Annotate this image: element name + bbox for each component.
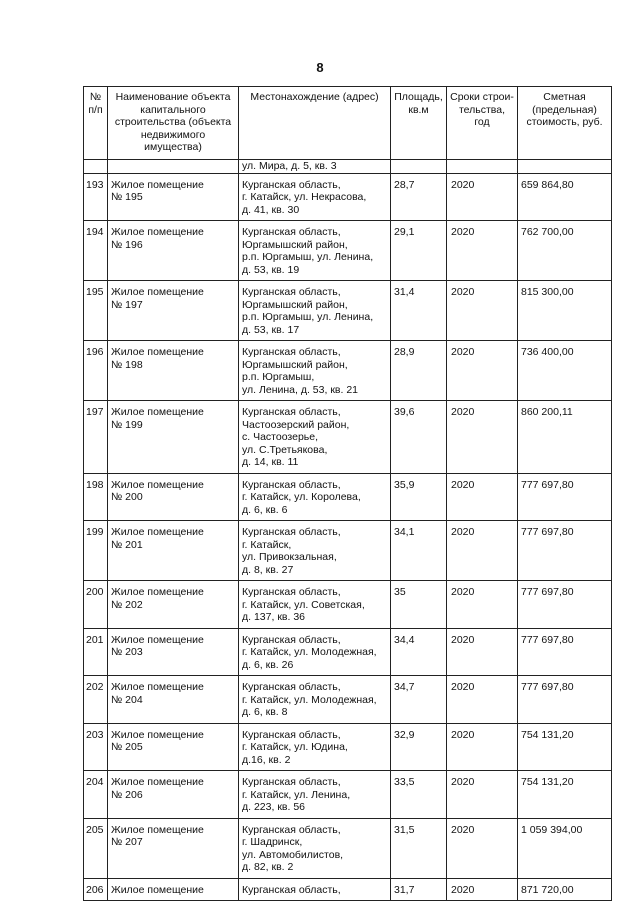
cell-name — [108, 723, 239, 771]
header-term — [447, 87, 518, 160]
cell-year: 2020 — [447, 771, 518, 819]
cell-year: 2020 — [447, 581, 518, 629]
cell-num: 203 — [84, 723, 108, 771]
cell-area — [391, 160, 447, 174]
cell-text-line: Жилое помещение — [111, 346, 204, 358]
cell-text-line: г. Катайск, ул. Королева, — [242, 491, 361, 503]
cell-name — [108, 818, 239, 878]
table-row — [84, 723, 612, 771]
cell-num: 194 — [84, 221, 108, 281]
continuation-row — [84, 160, 612, 174]
cell-address — [239, 473, 391, 521]
cell-name — [108, 581, 239, 629]
cell-text-line: г. Катайск, ул. Некрасова, — [242, 191, 367, 203]
table-row — [84, 521, 612, 581]
table-row — [84, 771, 612, 819]
table-header-row — [84, 87, 612, 160]
table-row — [84, 221, 612, 281]
cell-text-line: п/п — [88, 103, 103, 116]
cell-text-line: ул. Ленина, д. 53, кв. 21 — [242, 383, 359, 396]
cell-text-line: Жилое помещение — [111, 776, 204, 788]
cell-text-line: г. Катайск, ул. Ленина, — [242, 788, 351, 801]
cell-text-line: г. Шадринск, — [242, 836, 303, 848]
cell-text-line: капитального — [140, 103, 206, 116]
cell-text-line: Сроки строи- — [450, 91, 514, 103]
cell-address — [239, 401, 391, 474]
cell-text-line: имущества) — [144, 141, 202, 153]
table-row — [84, 401, 612, 474]
cell-text-line: № 206 — [111, 788, 143, 801]
table-row — [84, 581, 612, 629]
cell-text-line: ул. Привокзальная, — [242, 551, 337, 563]
cell-text-line: № 202 — [111, 598, 143, 611]
cell-name — [108, 341, 239, 401]
cell-name — [108, 771, 239, 819]
cell-text-line: Жилое помещение — [111, 883, 204, 896]
cell-cost — [518, 160, 612, 174]
cell-num: 193 — [84, 173, 108, 221]
cell-area: 31,4 — [391, 281, 447, 341]
cell-name — [108, 281, 239, 341]
cell-text-line: Местонахождение (адрес) — [250, 91, 379, 103]
cell-text-line: Курганская область, — [242, 776, 341, 788]
cell-text-line: № 200 — [111, 491, 143, 503]
cell-text-line: Жилое помещение — [111, 728, 204, 741]
cell-text-line: Курганская область, — [242, 406, 341, 418]
cell-address — [239, 676, 391, 724]
cell-text-line: д. 137, кв. 36 — [242, 611, 305, 623]
cell-cost: 754 131,20 — [518, 723, 612, 771]
cell-cost: 777 697,80 — [518, 581, 612, 629]
cell-cost: 860 200,11 — [518, 401, 612, 474]
cell-name — [108, 521, 239, 581]
cell-text-line: Жилое помещение — [111, 406, 204, 418]
cell-cost: 815 300,00 — [518, 281, 612, 341]
cell-num: 202 — [84, 676, 108, 724]
cell-text-line: ул. Мира, д. 5, кв. 3 — [242, 160, 337, 172]
cell-text-line: с. Частоозерье, — [242, 431, 319, 443]
cell-text-line: № 204 — [111, 693, 143, 706]
cell-text-line: Жилое помещение — [111, 286, 204, 298]
cell-year: 2020 — [447, 401, 518, 474]
cell-address — [239, 341, 391, 401]
cell-area: 32,9 — [391, 723, 447, 771]
cell-text-line: Курганская область, — [242, 586, 341, 598]
table-row — [84, 281, 612, 341]
cell-address — [239, 281, 391, 341]
cell-text-line: Юргамышский район, — [242, 298, 348, 311]
table-row — [84, 173, 612, 221]
table-row — [84, 878, 612, 901]
cell-area: 31,5 — [391, 818, 447, 878]
cell-address — [239, 818, 391, 878]
cell-address — [239, 521, 391, 581]
cell-area: 28,7 — [391, 173, 447, 221]
cell-text-line: Курганская область, — [242, 633, 341, 646]
cell-text-line: тельства, — [458, 103, 506, 116]
cell-text-line: Сметная — [543, 91, 586, 103]
cell-text-line: Курганская область, — [242, 178, 341, 191]
cell-text-line: д. 6, кв. 6 — [242, 503, 288, 516]
cell-num: 201 — [84, 628, 108, 676]
cell-name — [108, 878, 239, 901]
cell-address — [239, 878, 391, 901]
cell-text-line: Юргамышский район, — [242, 358, 348, 371]
cell-text-line: Жилое помещение — [111, 586, 204, 598]
cell-address — [239, 723, 391, 771]
cell-year: 2020 — [447, 521, 518, 581]
cell-text-line: д. 53, кв. 19 — [242, 263, 300, 276]
cell-area: 34,4 — [391, 628, 447, 676]
cell-area: 29,1 — [391, 221, 447, 281]
cell-cost: 736 400,00 — [518, 341, 612, 401]
cell-area: 33,5 — [391, 771, 447, 819]
cell-text-line: Курганская область, — [242, 681, 341, 693]
cell-text-line: д.16, кв. 2 — [242, 753, 291, 766]
cell-year: 2020 — [447, 341, 518, 401]
cell-text-line: р.п. Юргамыш, ул. Ленина, — [242, 251, 374, 263]
table-row — [84, 341, 612, 401]
cell-text-line: д. 8, кв. 27 — [242, 563, 294, 576]
cell-name — [108, 676, 239, 724]
cell-cost: 762 700,00 — [518, 221, 612, 281]
cell-text-line: г. Катайск, ул. Советская, — [242, 598, 365, 611]
cell-text-line: Жилое помещение — [111, 478, 204, 491]
cell-address — [239, 581, 391, 629]
cell-text-line: № — [89, 91, 102, 103]
cell-num: 197 — [84, 401, 108, 474]
table-body — [84, 160, 612, 901]
cell-address — [239, 160, 391, 174]
cell-area: 28,9 — [391, 341, 447, 401]
cell-num — [84, 160, 108, 174]
header-name — [108, 87, 239, 160]
cell-text-line: № 201 — [111, 538, 143, 551]
cell-text-line: Жилое помещение — [111, 681, 204, 693]
cell-cost: 777 697,80 — [518, 676, 612, 724]
cell-year: 2020 — [447, 818, 518, 878]
cell-num: 206 — [84, 878, 108, 901]
cell-text-line: г. Катайск, ул. Юдина, — [242, 741, 348, 753]
cell-text-line: Курганская область, — [242, 226, 341, 238]
cell-text-line: недвижимого — [140, 128, 206, 141]
cell-area: 31,7 — [391, 878, 447, 901]
cell-address — [239, 173, 391, 221]
cell-text-line: кв.м — [408, 103, 429, 116]
cell-area: 34,7 — [391, 676, 447, 724]
cell-cost: 1 059 394,00 — [518, 818, 612, 878]
cell-text-line: д. 82, кв. 2 — [242, 861, 294, 873]
cell-year: 2020 — [447, 473, 518, 521]
cell-text-line: № 198 — [111, 358, 143, 371]
cell-cost: 659 864,80 — [518, 173, 612, 221]
cell-text-line: Курганская область, — [242, 478, 341, 491]
cell-year: 2020 — [447, 221, 518, 281]
cell-text-line: (предельная) — [532, 103, 597, 116]
cell-cost: 777 697,80 — [518, 521, 612, 581]
cell-text-line: Жилое помещение — [111, 178, 204, 191]
cell-address — [239, 221, 391, 281]
cell-name — [108, 160, 239, 174]
cell-year: 2020 — [447, 676, 518, 724]
cell-num: 200 — [84, 581, 108, 629]
cell-area: 39,6 — [391, 401, 447, 474]
cell-text-line: строительства (объекта — [114, 116, 232, 128]
cell-num: 195 — [84, 281, 108, 341]
cell-text-line: ул. С.Третьякова, — [242, 443, 328, 456]
cell-text-line: год — [474, 116, 490, 128]
cell-text-line: Курганская область, — [242, 286, 341, 298]
cell-text-line: Наименование объекта — [115, 91, 231, 103]
table-row — [84, 818, 612, 878]
header-num — [84, 87, 108, 160]
header-area — [391, 87, 447, 160]
cell-text-line: № 203 — [111, 646, 143, 658]
cell-text-line: г. Катайск, — [242, 538, 292, 551]
cell-text-line: Курганская область, — [242, 823, 341, 836]
cell-address — [239, 771, 391, 819]
cell-cost: 777 697,80 — [518, 628, 612, 676]
cell-text-line: Жилое помещение — [111, 823, 204, 836]
cell-text-line: Курганская область, — [242, 883, 341, 896]
cell-text-line: Юргамышский район, — [242, 238, 348, 251]
cell-text-line: Жилое помещение — [111, 226, 204, 238]
cell-text-line: д. 14, кв. 11 — [242, 456, 299, 468]
cell-year: 2020 — [447, 173, 518, 221]
cell-text-line: ул. Автомобилистов, — [242, 848, 344, 861]
cell-area: 34,1 — [391, 521, 447, 581]
cell-address — [239, 628, 391, 676]
cell-num: 198 — [84, 473, 108, 521]
cell-year: 2020 — [447, 878, 518, 901]
cell-text-line: Курганская область, — [242, 346, 341, 358]
cell-text-line: д. 41, кв. 30 — [242, 203, 300, 216]
cell-text-line: Жилое помещение — [111, 633, 204, 646]
cell-text-line: д. 6, кв. 26 — [242, 658, 294, 671]
cell-text-line: № 205 — [111, 741, 143, 753]
cell-text-line: № 195 — [111, 191, 143, 203]
cell-num: 205 — [84, 818, 108, 878]
cell-text-line: № 207 — [111, 836, 143, 848]
cell-year: 2020 — [447, 281, 518, 341]
cell-text-line: д. 6, кв. 8 — [242, 706, 288, 718]
cell-text-line: д. 223, кв. 56 — [242, 801, 305, 813]
cell-name — [108, 628, 239, 676]
cell-year: 2020 — [447, 723, 518, 771]
cell-name — [108, 473, 239, 521]
cell-text-line: г. Катайск, ул. Молодежная, — [242, 646, 377, 658]
cell-name — [108, 401, 239, 474]
cell-text-line: Площадь, — [394, 91, 443, 103]
cell-name — [108, 221, 239, 281]
cell-text-line: г. Катайск, ул. Молодежная, — [242, 693, 377, 706]
table-row — [84, 628, 612, 676]
cell-text-line: Курганская область, — [242, 526, 341, 538]
cell-cost: 754 131,20 — [518, 771, 612, 819]
cell-text-line: Частоозерский район, — [242, 418, 350, 431]
cell-text-line: д. 53, кв. 17 — [242, 323, 300, 336]
cell-text-line: № 196 — [111, 238, 143, 251]
cell-text-line: стоимость, руб. — [526, 116, 603, 128]
cell-num: 196 — [84, 341, 108, 401]
header-cost — [518, 87, 612, 160]
cell-num: 199 — [84, 521, 108, 581]
cell-area: 35,9 — [391, 473, 447, 521]
cell-text-line: № 197 — [111, 298, 143, 311]
property-registry-table — [83, 86, 612, 901]
cell-cost: 777 697,80 — [518, 473, 612, 521]
table-row — [84, 473, 612, 521]
cell-text-line: р.п. Юргамыш, ул. Ленина, — [242, 311, 374, 323]
cell-name — [108, 173, 239, 221]
page-number: 8 — [316, 60, 324, 75]
header-address — [239, 87, 391, 160]
cell-cost: 871 720,00 — [518, 878, 612, 901]
cell-text-line: Жилое помещение — [111, 526, 204, 538]
cell-area: 35 — [391, 581, 447, 629]
cell-year — [447, 160, 518, 174]
table-row — [84, 676, 612, 724]
cell-text-line: № 199 — [111, 418, 143, 431]
cell-year: 2020 — [447, 628, 518, 676]
cell-text-line: р.п. Юргамыш, — [242, 371, 315, 383]
cell-num: 204 — [84, 771, 108, 819]
cell-text-line: Курганская область, — [242, 728, 341, 741]
